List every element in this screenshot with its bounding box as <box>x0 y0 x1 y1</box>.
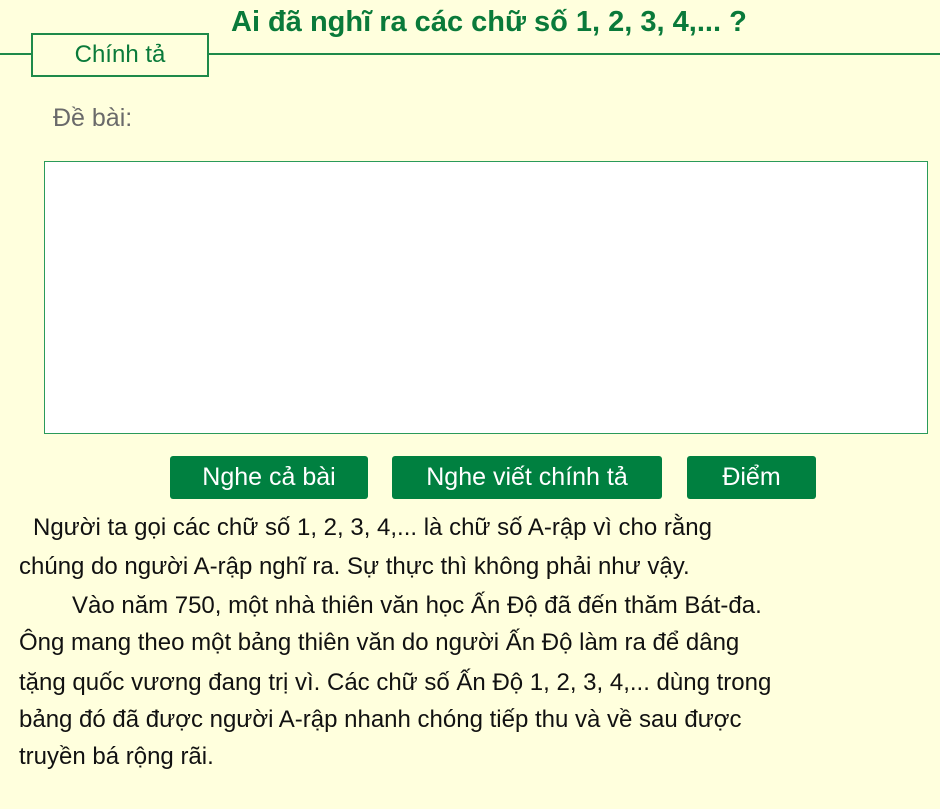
passage-line: tặng quốc vương đang trị vì. Các chữ số Ấn Độ 1, 2, 3, 4,... dùng trong <box>19 669 772 696</box>
passage-line: Vào năm 750, một nhà thiên văn học Ấn Độ đã đến thăm Bát-đa. <box>72 592 762 619</box>
passage-line: Ông mang theo một bảng thiên văn do người Ấn Độ làm ra để dâng <box>19 629 740 656</box>
prompt-label: Đề bài: <box>53 104 133 132</box>
page-title: Ai đã nghĩ ra các chữ số 1, 2, 3, 4,... ? <box>231 6 747 38</box>
answer-input[interactable] <box>44 161 928 434</box>
passage-line: Người ta gọi các chữ số 1, 2, 3, 4,... là chữ số A-rập vì cho rằng <box>33 514 712 541</box>
dictation-button[interactable]: Nghe viết chính tả <box>392 456 662 499</box>
score-button[interactable]: Điểm <box>687 456 816 499</box>
passage-line: bảng đó đã được người A-rập nhanh chóng tiếp thu và về sau được <box>19 706 742 733</box>
tab-chinh-ta[interactable]: Chính tả <box>31 33 209 77</box>
passage-line: chúng do người A-rập nghĩ ra. Sự thực thì không phải như vậy. <box>19 553 690 580</box>
passage-line: truyền bá rộng rãi. <box>19 743 214 770</box>
listen-all-button[interactable]: Nghe cả bài <box>170 456 368 499</box>
